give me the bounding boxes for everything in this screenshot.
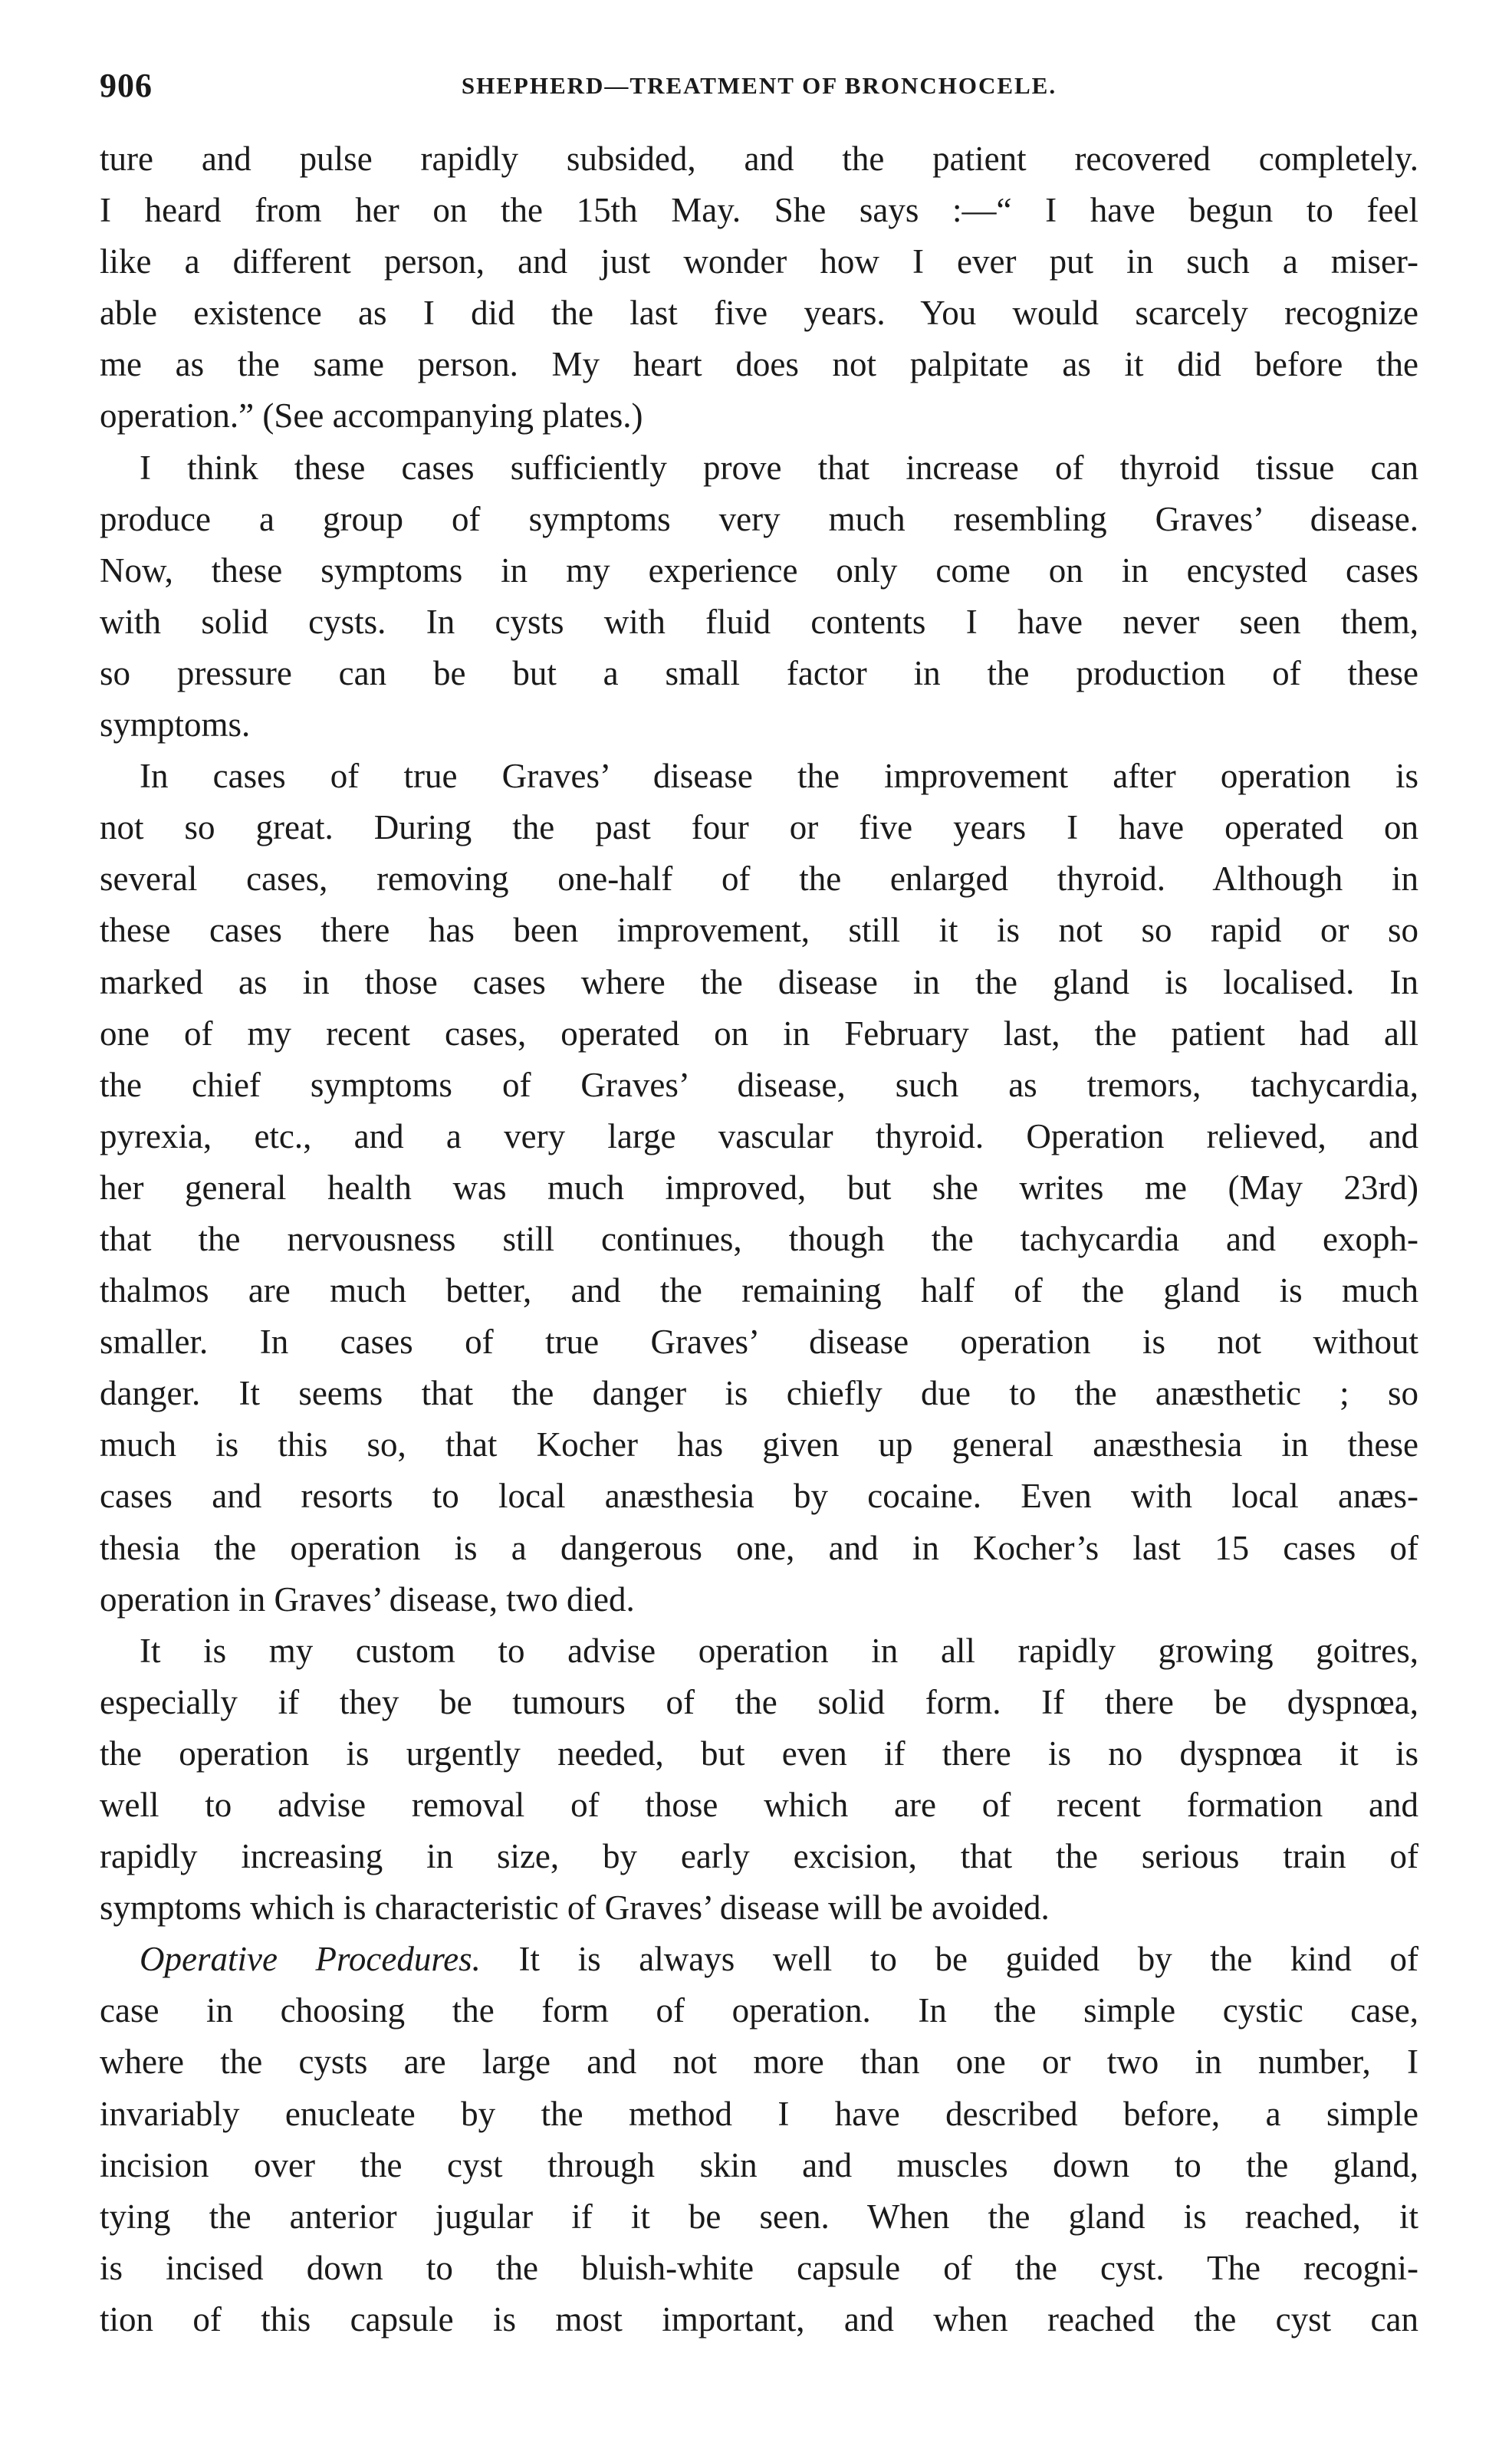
text-line: It is my custom to advise operation in all rapidly growing goitres,: [140, 1631, 1418, 1670]
text-line: the chief symptoms of Graves’ disease, such as tremors, tachycardia,: [100, 1065, 1418, 1104]
text-line: tion of this capsule is most important, and when reached the cyst can: [100, 2299, 1418, 2338]
text-line: danger. It seems that the danger is chiefly due to the anæsthetic ; so: [100, 1374, 1418, 1413]
text-line: smaller. In cases of true Graves’ disease operation is not without: [100, 1323, 1418, 1362]
text-line: case in choosing the form of operation. In the simple cystic case,: [100, 1991, 1418, 2030]
paragraph: [100, 1625, 1418, 1934]
text-line: thalmos are much better, and the remaining half of the gland is much: [100, 1271, 1418, 1310]
text-line: one of my recent cases, operated on in February last, the patient had all: [100, 1014, 1418, 1053]
text-line: I heard from her on the 15th May. She says :—“ I have begun to feel: [100, 191, 1418, 230]
text-line: well to advise removal of those which are of recent formation and: [100, 1786, 1418, 1824]
text-line: produce a group of symptoms very much resembling Graves’ disease.: [100, 499, 1418, 538]
text-line: ture and pulse rapidly subsided, and the patient recovered completely.: [100, 140, 1418, 178]
text-line: not so great. During the past four or five years I have operated on: [100, 808, 1418, 847]
text-line: where the cysts are large and not more than one or two in number, I: [100, 2043, 1418, 2082]
text-line: like a different person, and just wonder how I ever put in such a miser-: [100, 242, 1418, 281]
page-header: [100, 61, 1418, 123]
text-line: rapidly increasing in size, by early excision, that the serious train of: [100, 1837, 1418, 1876]
text-line: much is this so, that Kocher has given up general anæsthesia in these: [100, 1425, 1418, 1464]
text-line: with solid cysts. In cysts with fluid contents I have never seen them,: [100, 602, 1418, 641]
text-line-content: It is always well to be guided by the kind of: [480, 1940, 1418, 1979]
text-line: me as the same person. My heart does not palpitate as it did before the: [100, 345, 1418, 384]
text-line: symptoms.: [100, 705, 251, 744]
page-number: 906: [100, 67, 153, 104]
text-line: that the nervousness still continues, though the tachycardia and exoph-: [100, 1219, 1418, 1258]
text-line: incision over the cyst through skin and muscles down to the gland,: [100, 2145, 1418, 2184]
text-line: the operation is urgently needed, but even if there is no dyspnœa it is: [100, 1734, 1418, 1773]
text-line: pyrexia, etc., and a very large vascular thyroid. Operation relieved, and: [100, 1116, 1418, 1155]
running-title: SHEPHERD—TREATMENT OF BRONCHOCELE.: [461, 72, 1057, 99]
text-line: so pressure can be but a small factor in the production of these: [100, 653, 1418, 692]
text-line: invariably enucleate by the method I have described before, a simple: [100, 2094, 1418, 2133]
paragraph: [100, 751, 1418, 1625]
text-line: her general health was much improved, but she writes me (May 23rd): [100, 1168, 1418, 1207]
text-line: thesia the operation is a dangerous one, and in Kocher’s last 15 cases of: [100, 1528, 1418, 1567]
text-line: operation in Graves’ disease, two died.: [100, 1579, 635, 1619]
text-line: operation.” (See accompanying plates.): [100, 396, 643, 435]
text-line: is incised down to the bluish-white capsule of the cyst. The recogni-: [100, 2248, 1418, 2287]
text-line: symptoms which is characteristic of Graves’ disease will be avoided.: [100, 1888, 1050, 1928]
text-line: I think these cases sufficiently prove that increase of thyroid tissue can: [140, 448, 1418, 487]
text-line: Now, these symptoms in my experience only come on in encysted cases: [100, 551, 1418, 590]
text-line: several cases, removing one-half of the enlarged thyroid. Although in: [100, 859, 1418, 899]
text-line: [100, 1934, 1418, 1985]
text-line: In cases of true Graves’ disease the improvement after operation is: [140, 757, 1418, 796]
paragraph: [100, 133, 1418, 442]
paragraph: [100, 442, 1418, 751]
text-line: especially if they be tumours of the solid form. If there be dyspnœa,: [100, 1682, 1418, 1721]
text-line: tying the anterior jugular if it be seen. When the gland is reached, it: [100, 2197, 1418, 2236]
document-page: [100, 61, 1418, 2345]
text-line: cases and resorts to local anæsthesia by cocaine. Even with local anæs-: [100, 1477, 1418, 1516]
text-line: marked as in those cases where the disease in the gland is localised. In: [100, 962, 1418, 1001]
section-heading: Operative Procedures.: [140, 1940, 481, 1979]
text-line: able existence as I did the last five years. You would scarcely recognize: [100, 294, 1418, 333]
body-text: [100, 133, 1418, 2345]
paragraph: [100, 1934, 1418, 2345]
text-line: these cases there has been improvement, still it is not so rapid or so: [100, 911, 1418, 950]
